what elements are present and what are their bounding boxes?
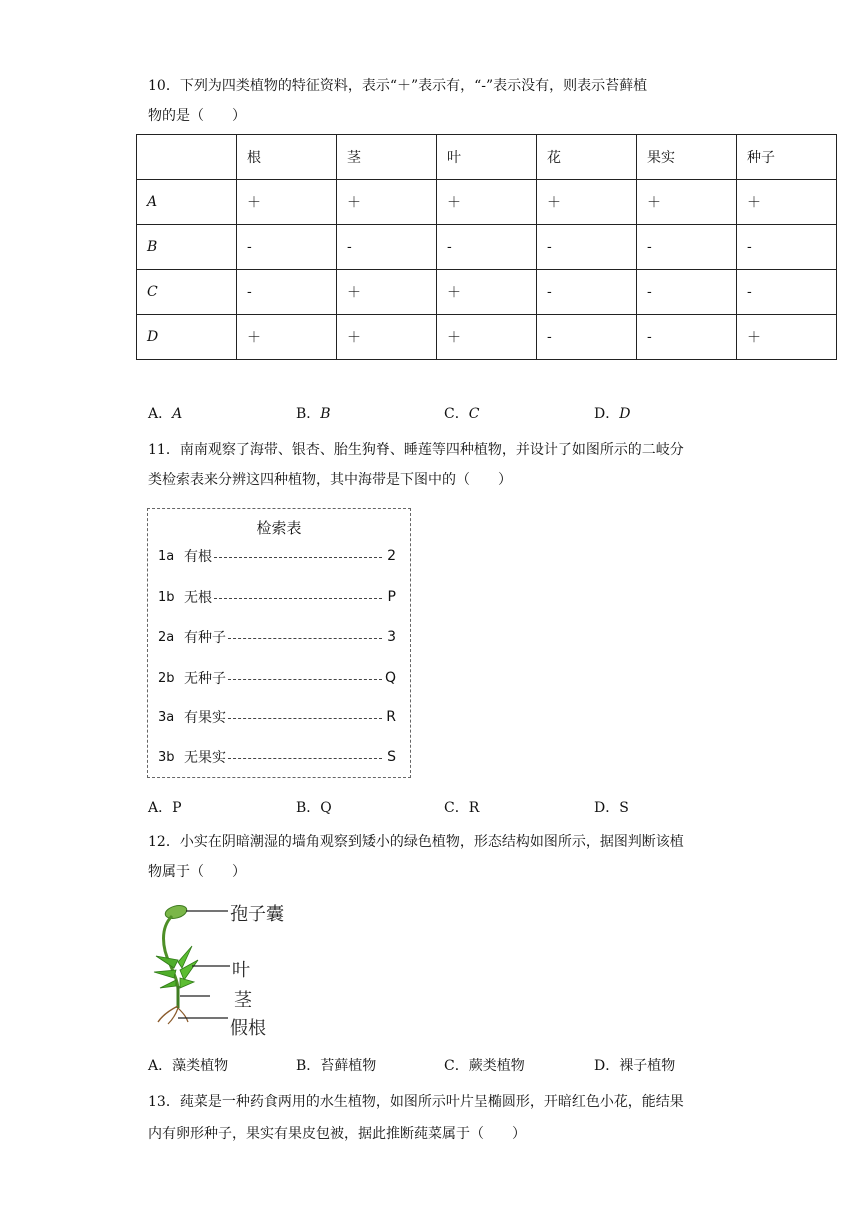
q12-option-d[interactable]: D．裸子植物 <box>594 1058 676 1074</box>
key-code: 3b <box>158 749 175 765</box>
table-cell: ＋ <box>237 315 337 360</box>
option-text: C <box>468 406 480 422</box>
table-cell: ＋ <box>637 180 737 225</box>
table-header-cell: 根 <box>237 135 337 180</box>
key-result: P <box>387 589 396 605</box>
key-leader <box>228 718 382 719</box>
key-row <box>158 587 396 607</box>
key-text: 无根 <box>184 590 212 606</box>
table-row <box>137 180 837 225</box>
q10-stem-line2: 物的是（ ） <box>148 108 246 124</box>
table-cell: ＋ <box>737 315 837 360</box>
table-cell: - <box>637 225 737 270</box>
key-code: 2a <box>158 629 175 645</box>
key-result: R <box>386 709 396 725</box>
table-cell: - <box>737 270 837 315</box>
table-cell: ＋ <box>437 315 537 360</box>
table-cell: - <box>537 315 637 360</box>
table-row <box>137 315 837 360</box>
table-cell: - <box>537 225 637 270</box>
label-stem: 茎 <box>234 990 252 1011</box>
table-cell: ＋ <box>537 180 637 225</box>
table-header-cell: 茎 <box>337 135 437 180</box>
table-cell: ＋ <box>437 180 537 225</box>
table-cell: ＋ <box>437 270 537 315</box>
key-text: 有果实 <box>184 710 226 726</box>
key-row <box>158 747 396 767</box>
key-code: 2b <box>158 670 175 686</box>
key-leader <box>228 638 382 639</box>
table-cell: - <box>637 270 737 315</box>
key-result: 2 <box>387 548 396 564</box>
key-text: 有根 <box>184 549 212 565</box>
key-text: 无果实 <box>184 750 226 766</box>
table-cell: ＋ <box>337 315 437 360</box>
table-cell: ＋ <box>237 180 337 225</box>
table-row-label: D <box>137 315 237 360</box>
table-header-cell: 果实 <box>637 135 737 180</box>
option-text: B <box>320 406 331 422</box>
key-leader <box>214 557 382 558</box>
option-prefix: D． <box>594 406 620 422</box>
option-prefix: A． <box>148 406 173 422</box>
table-cell: - <box>537 270 637 315</box>
key-row <box>158 707 396 727</box>
table-cell: ＋ <box>737 180 837 225</box>
key-code: 1b <box>158 589 175 605</box>
table-row-label: A <box>137 180 237 225</box>
q11-option-c[interactable]: C．R <box>444 800 480 816</box>
q11-stem-line2: 类检索表来分辨这四种植物，其中海带是下图中的（ ） <box>148 472 512 488</box>
q10-option-a[interactable] <box>148 404 182 424</box>
table-row <box>137 225 837 270</box>
table-header-row <box>137 135 837 180</box>
table-row-label: C <box>137 270 237 315</box>
key-row <box>158 668 396 688</box>
option-prefix: B． <box>296 406 321 422</box>
q12-stem-line2: 物属于（ ） <box>148 864 246 880</box>
key-row <box>158 546 396 566</box>
key-result: Q <box>384 670 396 686</box>
q11-option-d[interactable]: D．S <box>594 800 629 816</box>
q12-option-c[interactable]: C．蕨类植物 <box>444 1058 525 1074</box>
table-cell: - <box>637 315 737 360</box>
key-text: 有种子 <box>184 630 226 646</box>
label-rhizoid: 假根 <box>230 1018 266 1039</box>
q13-stem-line2: 内有卵形种子，果实有果皮包被，据此推断莼菜属于（ ） <box>148 1126 526 1142</box>
q11-option-a[interactable]: A．P <box>148 800 182 816</box>
table-header-cell: 种子 <box>737 135 837 180</box>
table-cell: - <box>337 225 437 270</box>
table-row-label: B <box>137 225 237 270</box>
q12-option-a[interactable]: A．藻类植物 <box>148 1058 229 1074</box>
key-leader <box>228 679 382 680</box>
key-result: S <box>387 749 396 765</box>
q10-option-b[interactable] <box>296 404 331 424</box>
q12-option-b[interactable]: B．苔藓植物 <box>296 1058 377 1074</box>
key-leader <box>228 758 382 759</box>
q11-stem-line1: 11．南南观察了海带、银杏、胎生狗脊、睡莲等四种植物，并设计了如图所示的二岐分 <box>148 442 684 458</box>
option-text: D <box>619 406 631 422</box>
q10-option-c[interactable] <box>444 404 479 424</box>
key-row <box>158 627 396 647</box>
key-text: 无种子 <box>184 671 226 687</box>
dichotomous-key <box>147 508 411 778</box>
q10-stem-line1: 10．下列为四类植物的特征资料，表示“＋”表示有，“-”表示没有，则表示苔藓植 <box>148 78 648 94</box>
table-cell: - <box>237 270 337 315</box>
q12-stem-line1: 12．小实在阴暗潮湿的墙角观察到矮小的绿色植物，形态结构如图所示，据图判断该植 <box>148 834 684 850</box>
table-cell: - <box>437 225 537 270</box>
q11-option-b[interactable]: B．Q <box>296 800 332 816</box>
table-row <box>137 270 837 315</box>
table-cell: - <box>737 225 837 270</box>
label-sporangium: 孢子囊 <box>230 904 284 925</box>
key-result: 3 <box>387 629 396 645</box>
key-code: 3a <box>158 709 175 725</box>
label-leaf: 叶 <box>232 960 250 981</box>
table-header-cell <box>137 135 237 180</box>
table-header-cell: 叶 <box>437 135 537 180</box>
option-text: A <box>172 406 183 422</box>
key-code: 1a <box>158 548 175 564</box>
table-cell: ＋ <box>337 270 437 315</box>
q10-option-d[interactable] <box>594 404 630 424</box>
key-title: 检索表 <box>256 519 302 537</box>
option-prefix: C． <box>444 406 469 422</box>
table-header-cell: 花 <box>537 135 637 180</box>
q10-feature-table <box>136 134 837 360</box>
table-cell: - <box>237 225 337 270</box>
key-leader <box>214 598 382 599</box>
table-cell: ＋ <box>337 180 437 225</box>
q13-stem-line1: 13．莼菜是一种药食两用的水生植物，如图所示叶片呈椭圆形，开暗红色小花，能结果 <box>148 1094 684 1110</box>
